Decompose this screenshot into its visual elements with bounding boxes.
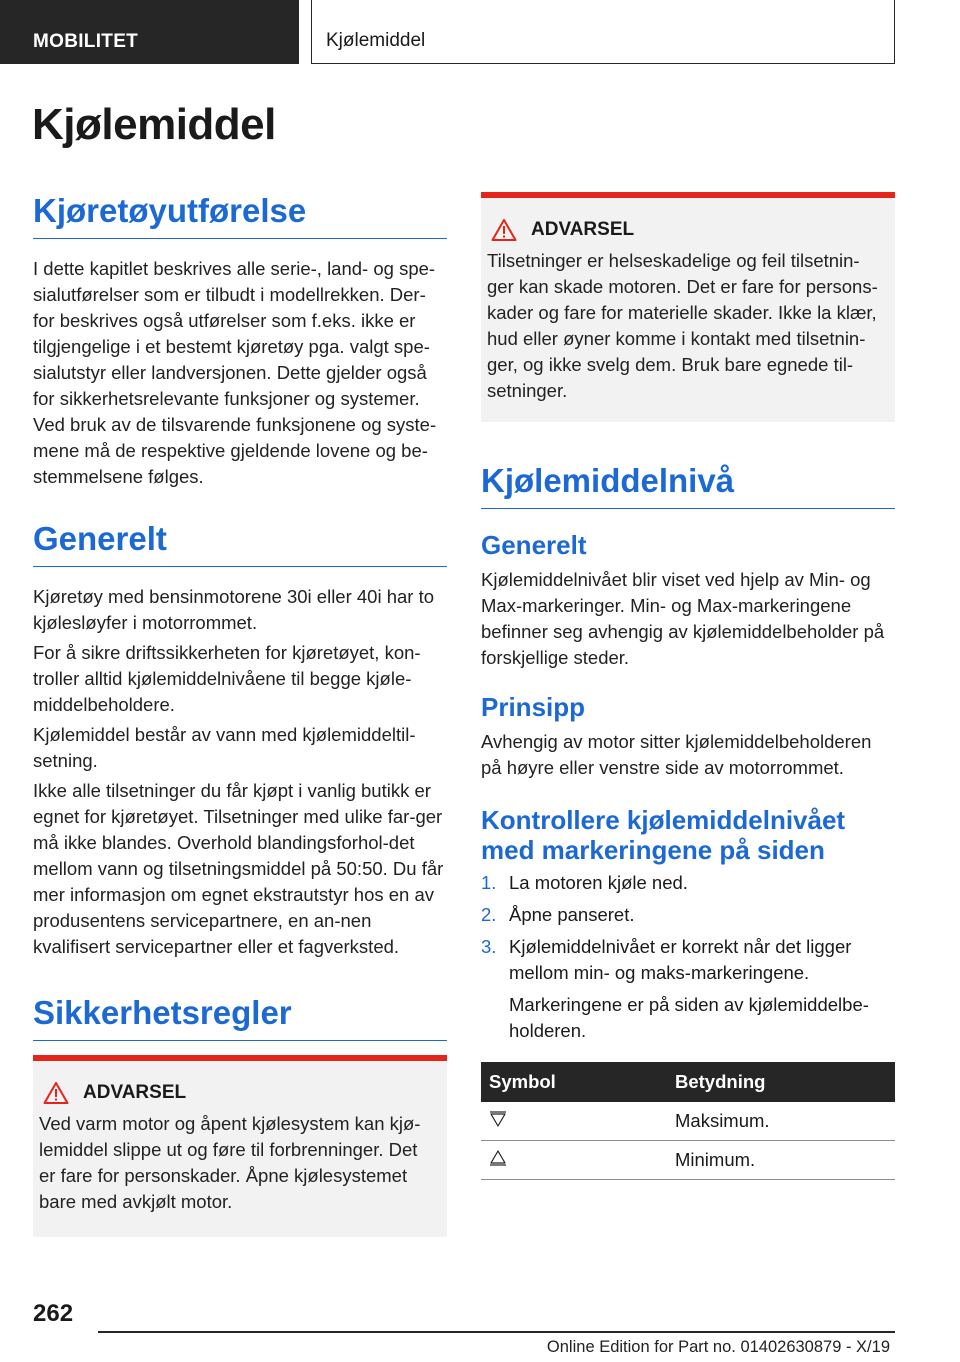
warning-box-hot-engine	[33, 1055, 447, 1237]
subheading-check-level: Kontrollere kjølemiddelnivået med markeringene på siden	[481, 805, 846, 865]
table-cell-meaning: Minimum.	[667, 1141, 895, 1180]
paragraph-vehicle-version: I dette kapitlet beskrives alle serie-, land- og spe-sialutførelser som er tilbudt i modellrekken. Der-for beskrives også utførelser som f.eks. ikke er tilgjengelige i et bestemt kjøretøy pga. valgt spe-sialutstyr eller landversjonen. Dette gjelder også for sikkerhetsrelevante funksjoner og systemer. Ved bruk av de tilsvarende funksjonene og syste-mene må de respektive gjeldende lovene og be-stemmelsene følges.	[33, 258, 437, 487]
table-cell-meaning: Maksimum.	[667, 1102, 895, 1141]
warning-label: ADVARSEL	[83, 1082, 187, 1103]
paragraph-general-3: Kjølemiddel består av vann med kjølemiddeltil-setning.	[33, 724, 416, 771]
paragraph-general-1: Kjøretøy med bensinmotorene 30i eller 40i har to kjølesløyfer i motorrommet.	[33, 586, 435, 633]
paragraph-level-general: Kjølemiddelnivået blir viset ved hjelp av Min- og Max-markeringer. Min- og Max-markeringene befinner seg avhengig av kjølemiddelbeholder på forskjellige steder.	[481, 569, 885, 668]
heading-general: Generelt	[33, 520, 447, 567]
page-title: Kjølemiddel	[32, 100, 276, 149]
heading-vehicle-version: Kjøretøyutførelse	[33, 192, 447, 239]
warning-text: Tilsetninger er helseskadelige og feil tilsetnin-ger kan skade motoren. Det er fare for persons-kader og fare for materielle skader. Ikke la klær, hud eller øyner komme i kontakt med tilsetnin-ger, og ikke svelg dem. Bruk bare egnede til-setninger.	[487, 250, 878, 401]
heading-safety: Sikkerhetsregler	[33, 994, 447, 1041]
subheading-principle: Prinsipp	[481, 692, 586, 722]
chapter-label: Kjølemiddel	[326, 30, 426, 51]
table-row	[481, 1141, 895, 1180]
section-tab[interactable]	[0, 0, 299, 64]
footer-divider	[98, 1331, 895, 1333]
warning-triangle-icon	[43, 1081, 69, 1105]
list-item: 2. Åpne panseret.	[481, 904, 635, 925]
paragraph-general-4: Ikke alle tilsetninger du får kjøpt i vanlig butikk er egnet for kjøretøyet. Tilsetninger med ulike far-ger må ikke blandes. Overhold blandingsforhol-det mellom vann og tilsetningsmiddel på 50:50. Du får mer informasjon om egnet ekstrautstyr hos en av produsentens servicepartnere, en an-nen kvalifisert servicepartner eller et fagverksted.	[33, 780, 444, 957]
table-row	[481, 1102, 895, 1141]
subheading-general: Generelt	[481, 530, 587, 560]
min-marker-icon	[489, 1149, 507, 1167]
max-marker-icon	[489, 1110, 507, 1128]
check-steps-list	[481, 870, 895, 1050]
warning-triangle-icon	[491, 218, 517, 242]
warning-label: ADVARSEL	[531, 219, 635, 240]
symbol-table	[481, 1062, 895, 1180]
column-header-meaning: Betydning	[667, 1062, 895, 1102]
chapter-tab[interactable]	[311, 0, 895, 64]
list-item: 1. La motoren kjøle ned.	[481, 872, 688, 893]
paragraph-principle: Avhengig av motor sitter kjølemiddelbeholderen på høyre eller venstre side av motorrommet.	[481, 731, 872, 778]
list-item: 3. Kjølemiddelnivået er korrekt når det ligger mellom min- og maks-markeringene. Markeringene er på siden av kjølemiddelbe-holderen.	[481, 934, 895, 1044]
page-number: 262	[33, 1300, 74, 1327]
warning-text: Ved varm motor og åpent kjølesystem kan kjø-lemiddel slippe ut og føre til forbrenninger. Det er fare for personskader. Åpne kjølesystemet bare med avkjølt motor.	[39, 1113, 421, 1212]
edition-note: Online Edition for Part no. 01402630879 - X/19	[546, 1338, 890, 1356]
column-header-symbol: Symbol	[481, 1062, 667, 1102]
section-label: MOBILITET	[33, 31, 139, 52]
heading-coolant-level: Kjølemiddelnivå	[481, 462, 895, 509]
warning-box-additives	[481, 192, 895, 422]
table-header-row	[481, 1062, 895, 1102]
paragraph-general-2: For å sikre driftssikkerheten for kjøretøyet, kon-troller alltid kjølemiddelnivåene til begge kjøle-middelbeholdere.	[33, 642, 421, 715]
list-item-note: Markeringene er på siden av kjølemiddelbe-holderen.	[509, 994, 869, 1041]
